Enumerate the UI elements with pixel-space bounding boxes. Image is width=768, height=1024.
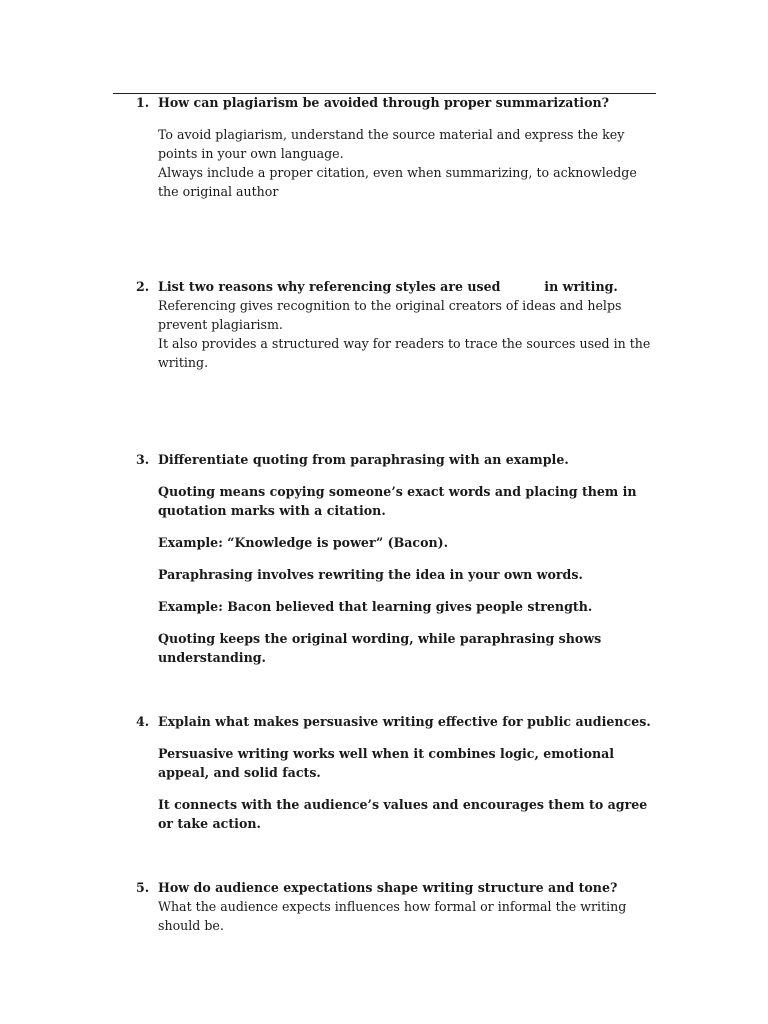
answer — [158, 897, 656, 935]
question-2 — [136, 277, 656, 372]
answer-paragraph: Referencing gives recognition to the original creators of ideas and helps prevent plagiarism. — [158, 298, 622, 332]
question-title: Differentiate quoting from paraphrasing with an example. — [158, 452, 569, 467]
answer-paragraph: Example: Bacon believed that learning gives people strength. — [158, 599, 593, 614]
question-number: 4. — [136, 714, 150, 729]
answer — [158, 744, 656, 833]
question-number: 1. — [136, 95, 150, 110]
answer — [158, 296, 656, 372]
question-4 — [136, 712, 656, 833]
question-1 — [136, 93, 656, 201]
answer-paragraph: Always include a proper citation, even when summarizing, to acknowledge the original author — [158, 165, 637, 199]
answer-paragraph: Quoting means copying someone’s exact words and placing them in quotation marks with a citation. — [158, 484, 637, 518]
question-title: How do audience expectations shape writing structure and tone? — [158, 880, 618, 895]
question-title: Explain what makes persuasive writing effective for public audiences. — [158, 714, 651, 729]
answer-paragraph: Paraphrasing involves rewriting the idea in your own words. — [158, 567, 583, 582]
question-number: 3. — [136, 452, 150, 467]
answer-paragraph: Example: “Knowledge is power” (Bacon). — [158, 535, 448, 550]
answer-paragraph: What the audience expects influences how formal or informal the writing should be. — [158, 899, 627, 933]
question-5 — [136, 878, 656, 935]
answer — [158, 125, 656, 201]
answer-paragraph: It also provides a structured way for readers to trace the sources used in the writing. — [158, 336, 651, 370]
answer-paragraph: Persuasive writing works well when it combines logic, emotional appeal, and solid facts. — [158, 746, 615, 780]
answer-paragraph: To avoid plagiarism, understand the source material and express the key points in your own language. — [158, 127, 625, 161]
answer-paragraph: It connects with the audience’s values and encourages them to agree or take action. — [158, 797, 648, 831]
question-number: 2. — [136, 279, 150, 294]
question-title: List two reasons why referencing styles are used in writing. — [158, 279, 618, 294]
question-3 — [136, 450, 656, 667]
answer-paragraph: Quoting keeps the original wording, while paraphrasing shows understanding. — [158, 631, 602, 665]
answer — [158, 482, 656, 667]
question-number: 5. — [136, 880, 150, 895]
question-title: How can plagiarism be avoided through proper summarization? — [158, 95, 610, 110]
